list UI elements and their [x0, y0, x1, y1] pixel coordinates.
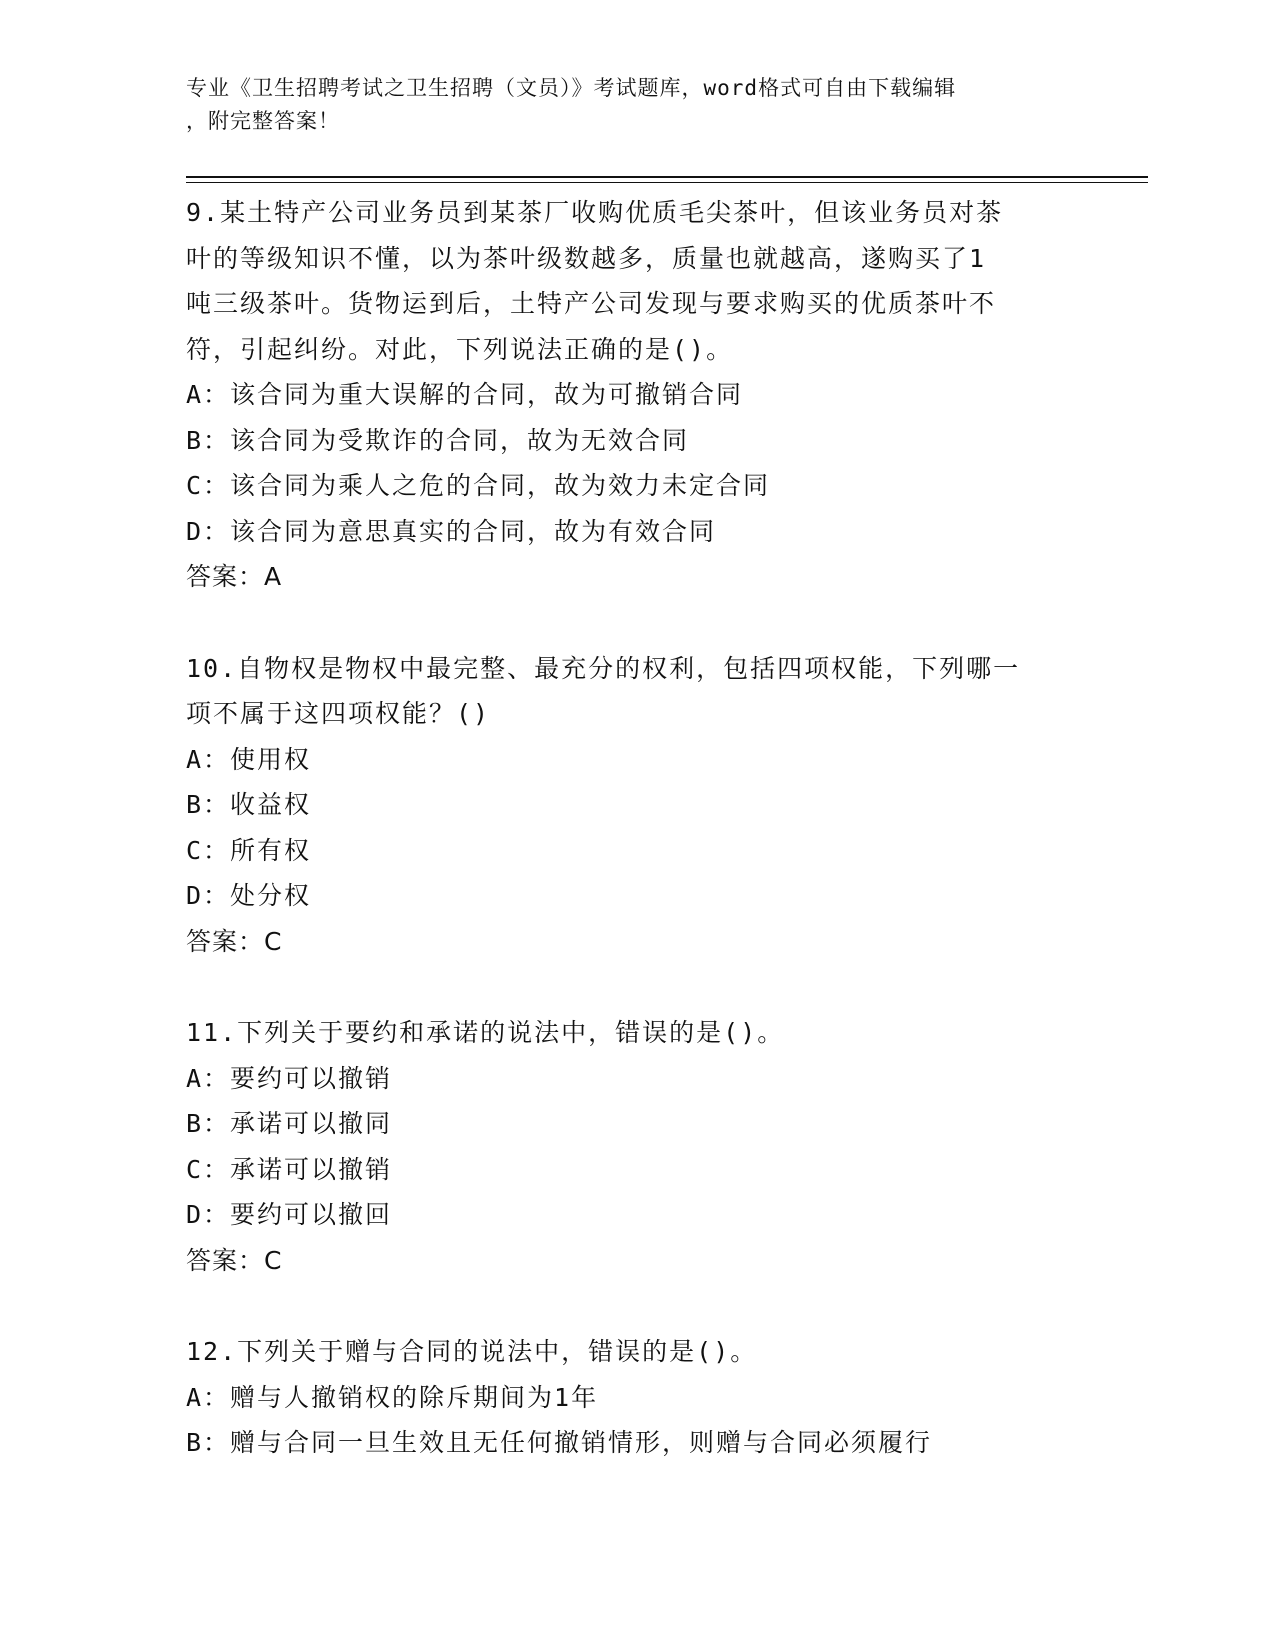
question-text-line: 11.下列关于要约和承诺的说法中，错误的是()。	[186, 1018, 785, 1047]
question-text-line: 10.自物权是物权中最完整、最充分的权利，包括四项权能，下列哪一	[186, 653, 1021, 683]
question-list	[186, 190, 1086, 1466]
header-divider-thin	[186, 182, 1148, 183]
question-text-line: 9.某土特产公司业务员到某茶厂收购优质毛尖茶叶，但该业务员对茶	[186, 198, 1004, 227]
header-line-2: ，附完整答案！	[186, 109, 340, 133]
header-line-1: 专业《卫生招聘考试之卫生招聘（文员）》考试题库，word格式可自由下载编辑	[186, 76, 957, 100]
option-c: C：所有权	[186, 835, 312, 865]
question-10	[186, 646, 1086, 965]
answer: 答案：C	[186, 1245, 283, 1275]
question-11	[186, 1010, 1086, 1283]
document-header	[186, 72, 1066, 138]
option-b: B：承诺可以撤同	[186, 1109, 393, 1138]
option-b: B：收益权	[186, 790, 312, 819]
question-text-line: 符，引起纠纷。对此，下列说法正确的是()。	[186, 334, 734, 364]
question-text-line: 12.下列关于赠与合同的说法中，错误的是()。	[186, 1337, 758, 1366]
option-c: C：承诺可以撤销	[186, 1154, 393, 1184]
header-divider-thick	[186, 176, 1148, 178]
question-text-line: 叶的等级知识不懂，以为茶叶级数越多，质量也就越高，遂购买了1	[186, 243, 987, 273]
option-a: A：使用权	[186, 744, 312, 774]
option-b: B：该合同为受欺诈的合同，故为无效合同	[186, 425, 690, 455]
option-d: D：该合同为意思真实的合同，故为有效合同	[186, 516, 717, 546]
option-c: C：该合同为乘人之危的合同，故为效力未定合同	[186, 471, 771, 500]
question-12	[186, 1329, 1086, 1466]
option-d: D：要约可以撤回	[186, 1200, 393, 1229]
question-text-line: 吨三级茶叶。货物运到后，土特产公司发现与要求购买的优质茶叶不	[186, 289, 997, 318]
option-a: A：该合同为重大误解的合同，故为可撤销合同	[186, 380, 744, 409]
answer: 答案：A	[186, 562, 283, 591]
option-b: B：赠与合同一旦生效且无任何撤销情形，则赠与合同必须履行	[186, 1428, 933, 1457]
question-text-line: 项不属于这四项权能？()	[186, 699, 491, 728]
option-d: D：处分权	[186, 881, 312, 910]
answer: 答案：C	[186, 926, 283, 956]
option-a: A：赠与人撤销权的除斥期间为1年	[186, 1382, 599, 1412]
question-9	[186, 190, 1086, 600]
option-a: A：要约可以撤销	[186, 1063, 393, 1093]
